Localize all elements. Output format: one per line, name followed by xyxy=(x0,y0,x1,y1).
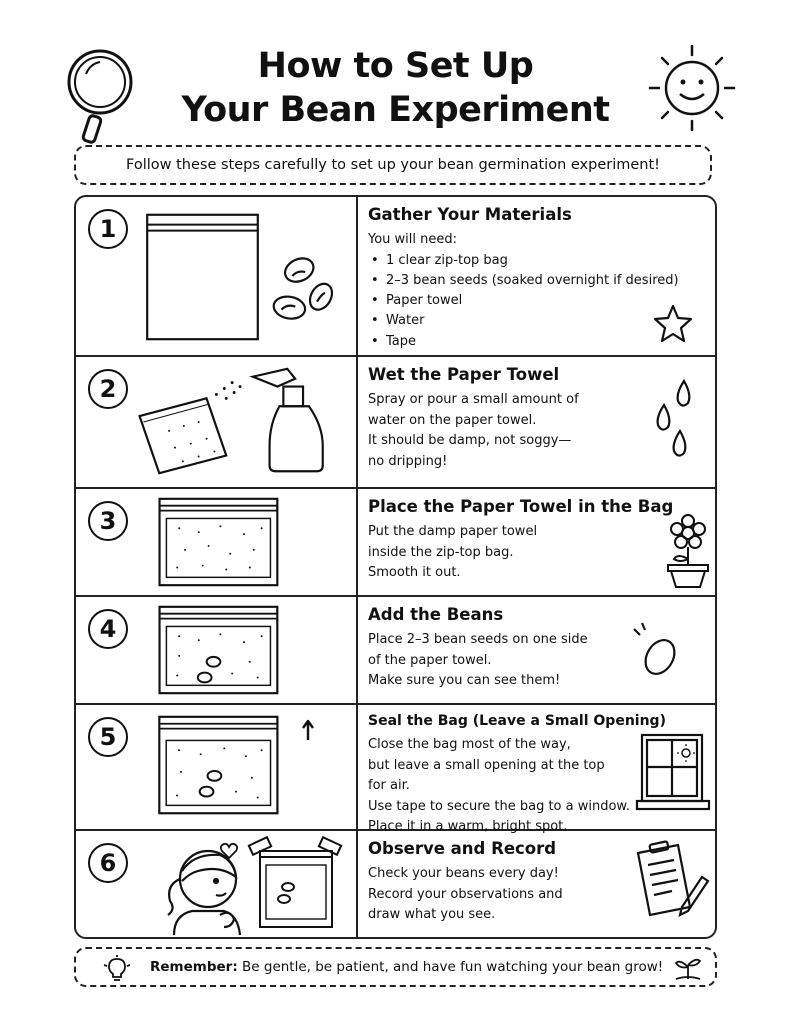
step-number: 4 xyxy=(88,609,128,649)
remember-label: Remember: xyxy=(150,959,238,975)
magnifying-glass-icon xyxy=(64,44,144,144)
zip-bag-icon xyxy=(128,831,354,937)
water-drop-icon xyxy=(654,377,698,459)
bean-icon xyxy=(128,197,354,355)
remember-banner xyxy=(74,947,717,987)
title-line-2: Your Bean Experiment xyxy=(181,90,610,130)
step-title: Seal the Bag (Leave a Small Opening) xyxy=(368,713,666,729)
page-title xyxy=(150,44,641,132)
step-line: inside the zip-top bag. xyxy=(368,544,514,560)
step-line: of the paper towel. xyxy=(368,652,492,668)
flower-pot-icon xyxy=(664,513,712,589)
list-item: • 1 clear zip-top bag xyxy=(368,251,668,271)
zip-bag-icon xyxy=(128,597,354,703)
bean-icon xyxy=(632,621,680,679)
step-line: Use tape to secure the bag to a window. xyxy=(368,798,631,814)
step-title: Add the Beans xyxy=(368,605,504,624)
step-line: but leave a small opening at the top xyxy=(368,757,605,773)
step-line: Place it in a warm, bright spot. xyxy=(368,819,568,834)
step-text-4 xyxy=(368,605,668,692)
step-intro: You will need: xyxy=(368,232,458,247)
list-item: • Tape xyxy=(368,332,668,352)
step-title: Wet the Paper Towel xyxy=(368,365,560,384)
step-line: Check your beans every day! xyxy=(368,866,559,881)
step-text-1 xyxy=(368,205,679,352)
step-line: water on the paper towel. xyxy=(368,412,537,428)
star-icon xyxy=(652,303,694,343)
step-text-6 xyxy=(368,839,668,926)
step-number: 5 xyxy=(88,717,128,757)
window-icon xyxy=(636,731,710,813)
step-line: Record your observations and xyxy=(368,886,563,902)
sun-icon xyxy=(646,42,738,134)
title-line-1: How to Set Up xyxy=(257,46,534,86)
lightbulb-icon xyxy=(102,955,132,983)
step-row-6 xyxy=(76,831,715,937)
step-line: for air. xyxy=(368,778,410,793)
step-line: draw what you see. xyxy=(368,907,496,922)
step-line: Make sure you can see them! xyxy=(368,673,561,688)
step-number: 2 xyxy=(88,369,128,409)
step-line: Put the damp paper towel xyxy=(368,524,538,539)
arrow-up-icon xyxy=(302,719,314,741)
materials-list xyxy=(368,251,679,352)
spray-bottle-icon xyxy=(128,357,354,487)
step-text-2 xyxy=(368,365,668,472)
zip-bag-icon xyxy=(128,489,354,595)
step-line: no dripping! xyxy=(368,453,448,469)
list-item: • Paper towel xyxy=(368,291,668,311)
step-title: Gather Your Materials xyxy=(368,205,572,224)
remember-message: Be gentle, be patient, and have fun watching your bean grow! xyxy=(242,959,664,975)
step-title: Place the Paper Towel in the Bag xyxy=(368,497,674,516)
intro-text: Follow these steps carefully to set up your bean germination experiment! xyxy=(126,157,660,173)
step-row-5 xyxy=(76,705,715,834)
step-line: Close the bag most of the way, xyxy=(368,737,571,752)
pencil-icon xyxy=(680,875,681,876)
list-item: • Water xyxy=(368,311,668,331)
step-row-1 xyxy=(76,197,715,357)
step-line: Place 2–3 bean seeds on one side xyxy=(368,632,588,647)
step-title: Observe and Record xyxy=(368,839,557,858)
intro-banner xyxy=(74,145,712,185)
zip-bag-icon xyxy=(128,705,354,829)
sprout-icon xyxy=(672,955,704,983)
step-line: It should be damp, not soggy— xyxy=(368,433,572,448)
step-text-5 xyxy=(368,713,668,838)
step-number: 1 xyxy=(88,209,128,249)
remember-text xyxy=(150,959,663,975)
list-item: • 2–3 bean seeds (soaked overnight if desired) xyxy=(368,271,668,291)
step-row-4 xyxy=(76,597,715,705)
steps-table xyxy=(74,195,717,939)
clipboard-icon xyxy=(624,841,710,921)
step-number: 3 xyxy=(88,501,128,541)
step-text-3 xyxy=(368,497,674,584)
step-row-3 xyxy=(76,489,715,597)
step-number: 6 xyxy=(88,843,128,883)
step-line: Smooth it out. xyxy=(368,565,461,580)
step-line: Spray or pour a small amount of xyxy=(368,392,579,407)
step-row-2 xyxy=(76,357,715,489)
